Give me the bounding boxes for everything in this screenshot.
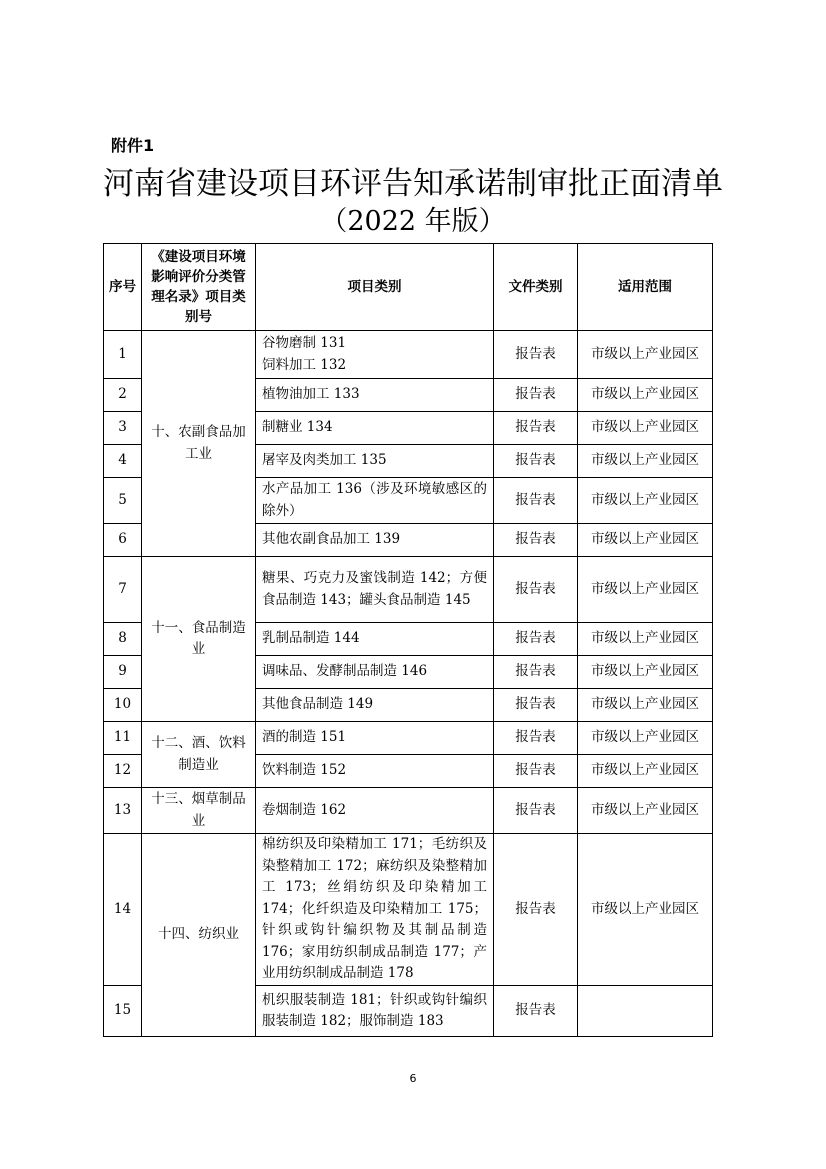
row-scope: 市级以上产业园区 <box>578 689 713 722</box>
row-seq: 4 <box>104 445 142 478</box>
row-seq: 10 <box>104 689 142 722</box>
row-doc: 报告表 <box>494 755 578 788</box>
row-doc: 报告表 <box>494 788 578 834</box>
row-project: 乳制品制造 144 <box>256 623 494 656</box>
page-number: 6 <box>409 1072 417 1085</box>
row-seq: 11 <box>104 722 142 755</box>
row-project: 其他农副食品加工 139 <box>256 524 494 557</box>
table-row <box>104 834 713 986</box>
row-seq: 9 <box>104 656 142 689</box>
row-doc: 报告表 <box>494 557 578 623</box>
table-row <box>104 722 713 755</box>
group-category: 十、农副食品加工业 <box>142 331 256 557</box>
row-doc: 报告表 <box>494 331 578 379</box>
row-scope: 市级以上产业园区 <box>578 788 713 834</box>
header-project: 项目类别 <box>256 244 494 331</box>
row-seq: 1 <box>104 331 142 379</box>
row-project: 卷烟制造 162 <box>256 788 494 834</box>
row-seq: 7 <box>104 557 142 623</box>
row-project: 谷物磨制 131 饲料加工 132 <box>256 331 494 379</box>
row-project: 水产品加工 136（涉及环境敏感区的除外） <box>256 478 494 524</box>
group-category: 十四、纺织业 <box>142 834 256 1037</box>
row-scope: 市级以上产业园区 <box>578 524 713 557</box>
row-project: 调味品、发酵制品制造 146 <box>256 656 494 689</box>
row-scope: 市级以上产业园区 <box>578 755 713 788</box>
row-scope: 市级以上产业园区 <box>578 623 713 656</box>
header-scope: 适用范围 <box>578 244 713 331</box>
row-seq: 13 <box>104 788 142 834</box>
row-doc: 报告表 <box>494 524 578 557</box>
row-doc: 报告表 <box>494 623 578 656</box>
row-seq: 12 <box>104 755 142 788</box>
row-seq: 5 <box>104 478 142 524</box>
table-row <box>104 557 713 623</box>
row-scope: 市级以上产业园区 <box>578 557 713 623</box>
row-seq: 14 <box>104 834 142 986</box>
header-doc: 文件类别 <box>494 244 578 331</box>
row-scope: 市级以上产业园区 <box>578 722 713 755</box>
row-project: 制糖业 134 <box>256 412 494 445</box>
row-project: 糖果、巧克力及蜜饯制造 142；方便食品制造 143；罐头食品制造 145 <box>256 557 494 623</box>
group-category: 十二、酒、饮料制造业 <box>142 722 256 788</box>
row-scope: 市级以上产业园区 <box>578 478 713 524</box>
table-row <box>104 788 713 834</box>
row-project: 其他食品制造 149 <box>256 689 494 722</box>
row-doc: 报告表 <box>494 379 578 412</box>
row-doc: 报告表 <box>494 445 578 478</box>
group-category: 十三、烟草制品业 <box>142 788 256 834</box>
row-seq: 2 <box>104 379 142 412</box>
row-scope: 市级以上产业园区 <box>578 834 713 986</box>
row-project: 机织服装制造 181；针织或钩针编织服装制造 182；服饰制造 183 <box>256 986 494 1037</box>
row-scope <box>578 986 713 1037</box>
row-seq: 3 <box>104 412 142 445</box>
row-scope: 市级以上产业园区 <box>578 379 713 412</box>
row-project: 饮料制造 152 <box>256 755 494 788</box>
table-row <box>104 331 713 379</box>
project-list-table <box>103 243 713 1037</box>
row-scope: 市级以上产业园区 <box>578 445 713 478</box>
row-scope: 市级以上产业园区 <box>578 331 713 379</box>
row-seq: 8 <box>104 623 142 656</box>
row-doc: 报告表 <box>494 656 578 689</box>
row-scope: 市级以上产业园区 <box>578 656 713 689</box>
table-header-row <box>104 244 713 331</box>
row-doc: 报告表 <box>494 722 578 755</box>
page-title: 河南省建设项目环评告知承诺制审批正面清单 <box>103 166 723 202</box>
row-scope: 市级以上产业园区 <box>578 412 713 445</box>
row-doc: 报告表 <box>494 986 578 1037</box>
row-doc: 报告表 <box>494 689 578 722</box>
group-category: 十一、食品制造业 <box>142 557 256 722</box>
header-catalog: 《建设项目环境影响评价分类管理名录》项目类别号 <box>142 244 256 331</box>
row-seq: 15 <box>104 986 142 1037</box>
row-project: 植物油加工 133 <box>256 379 494 412</box>
row-project: 屠宰及肉类加工 135 <box>256 445 494 478</box>
row-doc: 报告表 <box>494 412 578 445</box>
row-project: 棉纺织及印染精加工 171；毛纺织及染整精加工 172；麻纺织及染整精加工 173；丝绢纺织及印染精加工 174；化纤织造及印染精加工 175；针织或钩针编织物及其制品制造 176；家用纺织制成品制造 177；产业用纺织制成品制造 178 <box>256 834 494 986</box>
row-doc: 报告表 <box>494 834 578 986</box>
attachment-label: 附件1 <box>111 136 155 155</box>
row-project: 酒的制造 151 <box>256 722 494 755</box>
page-subtitle: （2022 年版） <box>320 206 506 237</box>
row-seq: 6 <box>104 524 142 557</box>
header-seq: 序号 <box>104 244 142 331</box>
row-doc: 报告表 <box>494 478 578 524</box>
